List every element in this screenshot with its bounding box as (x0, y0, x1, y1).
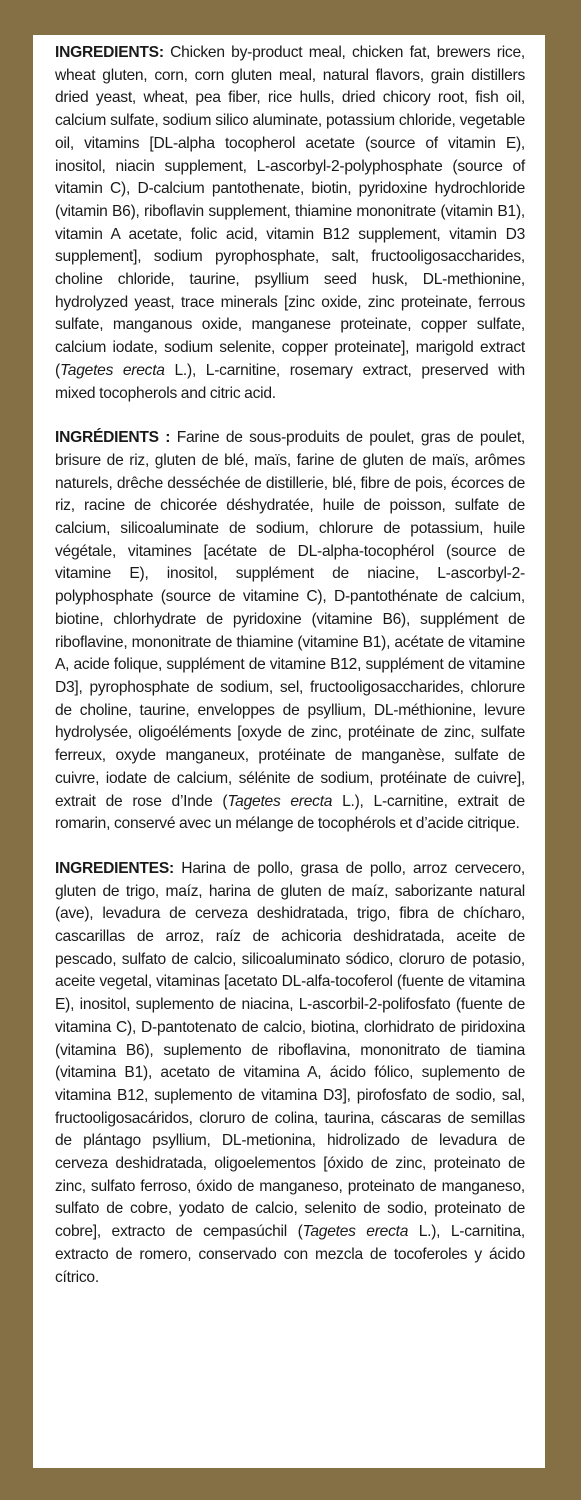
scientific-name: Tagetes erecta (59, 361, 165, 379)
ingredients-text: L.), L-carnitine, extrait de romarin, conservé avec un mélange de tocophérols et d’acide citrique. (55, 792, 525, 833)
section-heading: INGREDIENTS: (55, 44, 164, 61)
ingredients-text: Farine de sous-produits de poulet, gras de poulet, brisure de riz, gluten de blé, maïs, farine de gluten de maïs, arômes naturels, drêche desséchée de distillerie, blé, fibre de pois, écorces de riz, racine de chicorée déshydratée, huile de poisson, sulfate de calcium, silicoaluminate de sodium, chlorure de potassium, huile végétale, vitamines [acétate de DL-alpha-tocophérol (source de vitamine E), inositol, supplément de niacine, L-ascorbyl-2-polyphosphate (source de vitamine C), D-pantothénate de calcium, biotine, chlorhydrate de pyridoxine (vitamine B6), supplément de riboflavine, mononitrate de thiamine (vitamine B1), acétate de vitamine A, acide folique, supplément de vitamine B12, supplément de vitamine D3], pyrophosphate de sodium, sel, fructooligosaccharides, chlorure de choline, taurine, enveloppes de psyllium, DL-méthionine, levure hydrolysée, oligoéléments [oxyde de zinc, protéinate de zinc, sulfate ferreux, oxyde manganeux, protéinate de manganèse, sulfate de cuivre, iodate de calcium, sélénite de sodium, protéinate de cuivre], extrait de rose d’Inde ( (55, 429, 526, 810)
ingredients-label-panel (33, 35, 545, 1468)
section-heading: INGREDIENTES: (55, 859, 174, 877)
ingredients-text: Chicken by-product meal, chicken fat, brewers rice, wheat gluten, corn, corn gluten meal, natural flavors, grain distillers dried yeast, wheat, pea fiber, rice hulls, dried chicory root, fish oil, calcium sulfate, sodium silico aluminate, potassium chloride, vegetable oil, vitamins [DL-alpha tocopherol acetate (source of vitamin E), inositol, niacin supplement, L-ascorbyl-2-polyphosphate (source of vitamin C), D-calcium pantothenate, biotin, pyridoxine hydrochloride (vitamin B6), riboflavin supplement, thiamine mononitrate (vitamin B1), vitamin A acetate, folic acid, vitamin B12 supplement, vitamin D3 supplement], sodium pyrophosphate, salt, fructooligosaccharides, choline chloride, taurine, psyllium seed husk, DL-methionine, hydrolyzed yeast, trace minerals [zinc oxide, zinc proteinate, ferrous sulfate, manganous oxide, manganese proteinate, copper sulfate, calcium iodate, sodium selenite, copper proteinate], marigold extract ( (55, 44, 525, 379)
ingredients-french (55, 427, 525, 836)
scientific-name: Tagetes erecta (227, 792, 333, 810)
ingredients-english (55, 42, 525, 405)
ingredients-text: L.), L-carnitine, rosemary extract, preserved with mixed tocopherols and citric acid. (55, 361, 525, 402)
ingredients-text: Harina de pollo, grasa de pollo, arroz cervecero, gluten de trigo, maíz, harina de gluten de maíz, saborizante natural (ave), levadura de cerveza deshidratada, trigo, fibra de chícharo, cascarillas de arroz, raíz de achicoria deshidratada, aceite de pescado, sulfato de calcio, silicoaluminato sódico, cloruro de potasio, aceite vegetal, vitaminas [acetato DL-alfa-tocoferol (fuente de vitamina E), inositol, suplemento de niacina, L-ascorbil-2-polifosfato (fuente de vitamina C), D-pantotenato de calcio, biotina, clorhidrato de piridoxina (vitamina B6), suplemento de riboflavina, mononitrato de tiamina (vitamina B1), acetato de vitamina A, ácido fólico, suplemento de vitamina B12, suplemento de vitamina D3], pirofosfato de sodio, sal, fructooligosacáridos, cloruro de colina, taurina, cáscaras de semillas de plántago psyllium, DL-metionina, hidrolizado de levadura de cerveza deshidratada, oligoelementos [óxido de zinc, proteinato de zinc, sulfato ferroso, óxido de manganeso, proteinato de manganeso, sulfato de cobre, yodato de calcio, selenito de sodio, proteinato de cobre], extracto de cempasúchil ( (55, 859, 525, 1241)
section-heading: INGRÉDIENTS : (55, 429, 171, 447)
ingredients-text: L.), L-carnitina, extracto de romero, conservado con mezcla de tocoferoles y ácido cítrico. (55, 1223, 525, 1286)
ingredients-spanish (55, 858, 525, 1289)
scientific-name: Tagetes erecta (302, 1223, 409, 1241)
